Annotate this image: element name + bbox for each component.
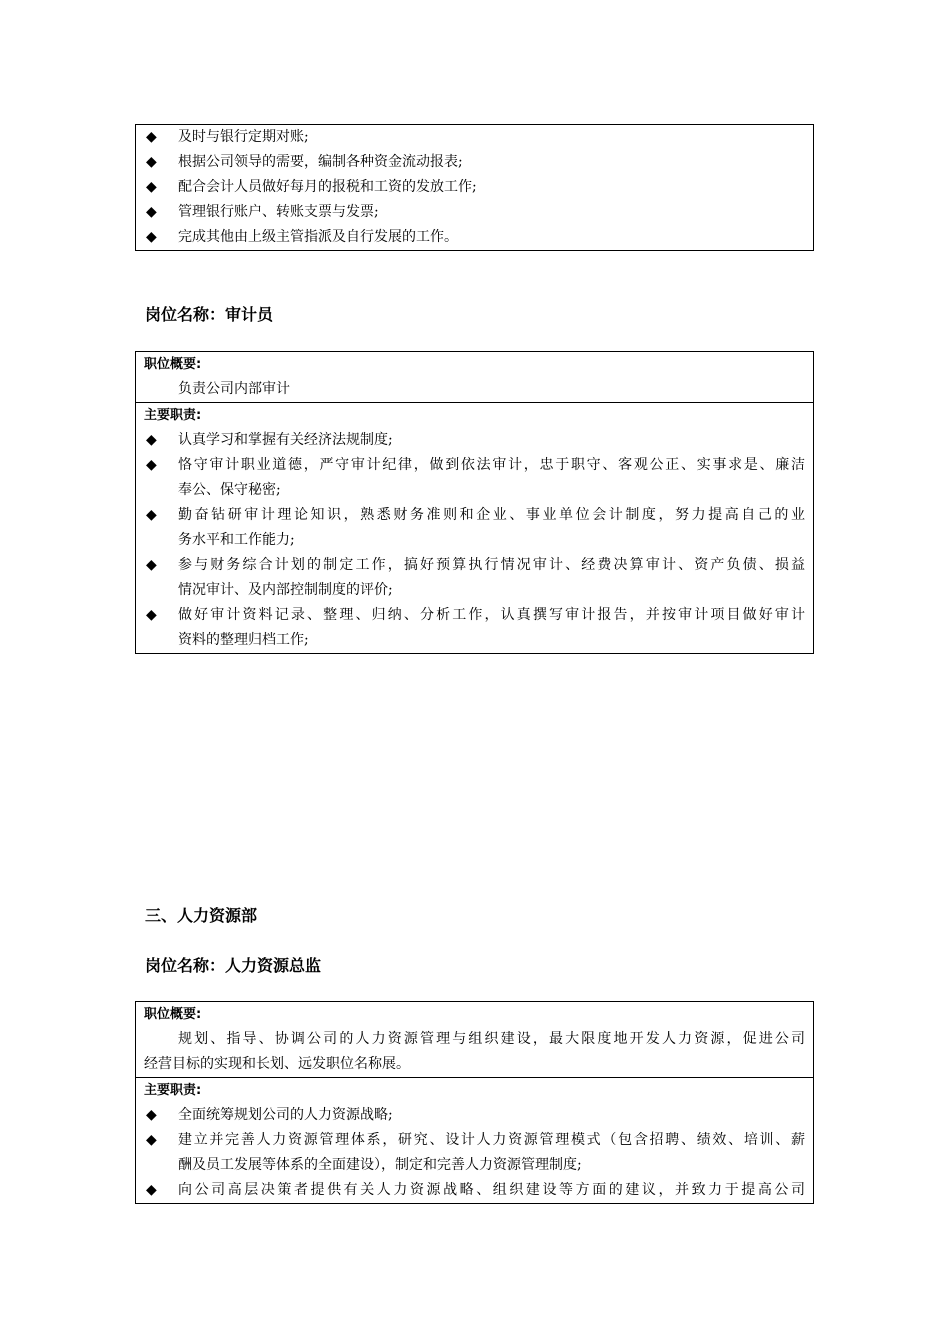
duties-section: 主要职责: ◆ 全面统筹规划公司的人力资源战略; ◆ 建立并完善人力资源管理体系，研究、设计人力资源管理模式（包含招聘、绩效、培训、薪 酬及员工发展等体系的全面建设），制定和完善人力资源管理制度; ◆ 向公司高层决策者提供有关人力资源战略、组织建设等方面的建议，并致力于提高公司 bbox=[136, 1077, 813, 1203]
job-box-auditor bbox=[135, 351, 814, 654]
job-box-hr-director bbox=[135, 1001, 814, 1204]
diamond-bullet-icon: ◆ bbox=[146, 229, 157, 245]
list-item: ◆ 全面统筹规划公司的人力资源战略; bbox=[136, 1103, 813, 1128]
diamond-bullet-icon: ◆ bbox=[146, 557, 157, 573]
diamond-bullet-icon: ◆ bbox=[146, 457, 157, 473]
list-item: ◆ 勤奋钻研审计理论知识，熟悉财务准则和企业、事业单位会计制度，努力提高自己的业 bbox=[136, 503, 813, 528]
list-item: ◆ 根据公司领导的需要，编制各种资金流动报表; bbox=[136, 150, 813, 175]
list-item: ◆ 完成其他由上级主管指派及自行发展的工作。 bbox=[136, 225, 813, 250]
duties-label: 主要职责: bbox=[144, 408, 202, 423]
diamond-bullet-icon: ◆ bbox=[146, 179, 157, 195]
overview-label: 职位概要: bbox=[144, 357, 202, 372]
overview-label: 职位概要: bbox=[144, 1007, 202, 1022]
diamond-bullet-icon: ◆ bbox=[146, 607, 157, 623]
list-item: ◆ 及时与银行定期对账; bbox=[136, 125, 813, 150]
diamond-bullet-icon: ◆ bbox=[146, 204, 157, 220]
department-heading: 三、人力资源部 bbox=[145, 906, 258, 925]
diamond-bullet-icon: ◆ bbox=[146, 129, 157, 145]
diamond-bullet-icon: ◆ bbox=[146, 1107, 157, 1123]
list-item: ◆ 参与财务综合计划的制定工作，搞好预算执行情况审计、经费决算审计、资产负债、损益 bbox=[136, 553, 813, 578]
diamond-bullet-icon: ◆ bbox=[146, 1132, 157, 1148]
list-item: ◆ 管理银行账户、转账支票与发票; bbox=[136, 200, 813, 225]
list-item: ◆ 做好审计资料记录、整理、归纳、分析工作，认真撰写审计报告，并按审计项目做好审计 bbox=[136, 603, 813, 628]
list-item: ◆ 向公司高层决策者提供有关人力资源战略、组织建设等方面的建议，并致力于提高公司 bbox=[136, 1178, 813, 1203]
job-title-auditor: 岗位名称：审计员 bbox=[145, 305, 274, 324]
diamond-bullet-icon: ◆ bbox=[146, 432, 157, 448]
duties-box-cashier bbox=[135, 124, 814, 251]
list-item: ◆ 配合会计人员做好每月的报税和工资的发放工作; bbox=[136, 175, 813, 200]
duties-label: 主要职责: bbox=[144, 1083, 202, 1098]
overview-section bbox=[136, 352, 813, 402]
diamond-bullet-icon: ◆ bbox=[146, 154, 157, 170]
list-item: ◆ 恪守审计职业道德，严守审计纪律，做到依法审计，忠于职守、客观公正、实事求是、廉洁 bbox=[136, 453, 813, 478]
overview-text: 负责公司内部审计 bbox=[178, 381, 290, 397]
list-item: ◆ 建立并完善人力资源管理体系，研究、设计人力资源管理模式（包含招聘、绩效、培训、薪 bbox=[136, 1128, 813, 1153]
diamond-bullet-icon: ◆ bbox=[146, 507, 157, 523]
job-title-hr-director: 岗位名称：人力资源总监 bbox=[145, 956, 322, 975]
duties-section: 主要职责: ◆ 认真学习和掌握有关经济法规制度; ◆ 恪守审计职业道德，严守审计纪律，做到依法审计，忠于职守、客观公正、实事求是、廉洁 奉公、保守秘密; ◆ 勤奋钻研审计理论知识，熟悉财务准则和企业、事业单位会计制度，努力提高自己的业 务水平和工作能力; ◆ 参与财务综合计划的制定工作，搞好预算执行情况审计、经费决算审计、资产负债、损益 情况审计、及内部控制制度的评价; ◆ 做好审计资料记录、整理、归纳、分析工作，认真撰写审计报告，并按审计项目做好审计 资料的整理归档工作; bbox=[136, 402, 813, 653]
duties-section bbox=[136, 125, 813, 250]
list-item: ◆ 认真学习和掌握有关经济法规制度; bbox=[136, 428, 813, 453]
overview-section: 职位概要: 规划、指导、协调公司的人力资源管理与组织建设，最大限度地开发人力资源，促进公司 经营目标的实现和长划、远发职位名称展。 bbox=[136, 1002, 813, 1077]
diamond-bullet-icon: ◆ bbox=[146, 1182, 157, 1198]
overview-text: 规划、指导、协调公司的人力资源管理与组织建设，最大限度地开发人力资源，促进公司 bbox=[178, 1031, 805, 1047]
